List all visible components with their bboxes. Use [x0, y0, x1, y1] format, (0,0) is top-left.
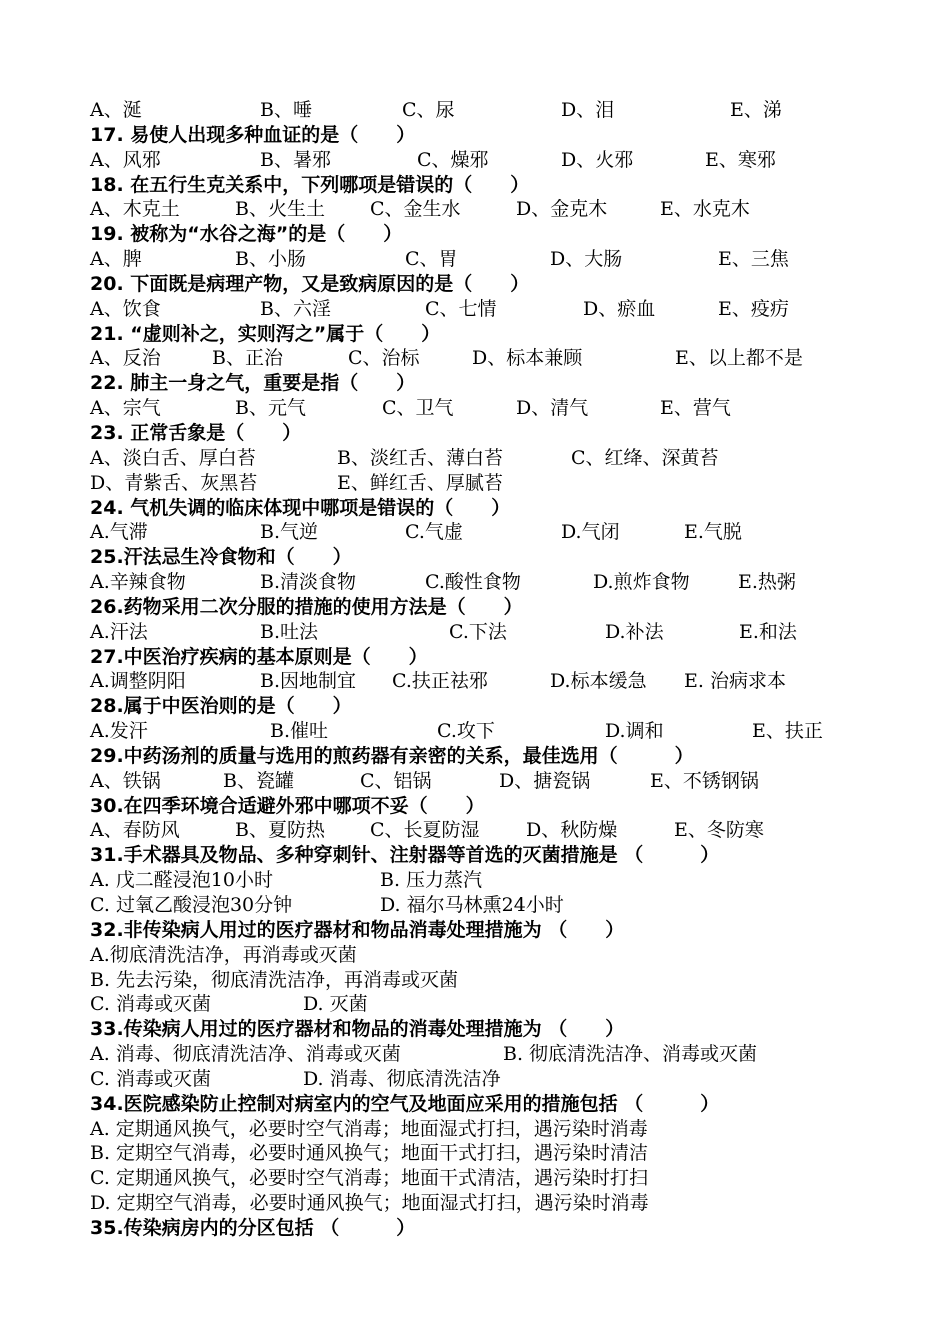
option-row — [90, 1166, 850, 1191]
question-stem: 33.传染病人用过的医疗器材和物品的消毒处理措施为 （ ） — [90, 1018, 625, 1041]
answer-option: B.气逆 — [260, 521, 319, 544]
answer-option: B、火生土 — [235, 198, 325, 221]
answer-option: D、泪 — [561, 99, 615, 121]
option-row — [90, 1067, 850, 1092]
option-row — [90, 247, 850, 272]
question-stem: 22. 肺主一身之气，重要是指（ ） — [90, 372, 416, 395]
option-row — [90, 197, 850, 222]
answer-option: C、金生水 — [370, 198, 461, 221]
answer-option: A、木克土 — [90, 198, 180, 221]
answer-option: A.汗法 — [90, 620, 148, 643]
option-row — [90, 992, 850, 1017]
answer-option: C. 消毒或灭菌 — [90, 1067, 211, 1090]
option-row — [90, 769, 850, 794]
option-row — [90, 968, 850, 993]
option-row — [90, 943, 850, 968]
option-row — [90, 669, 850, 694]
answer-option: C、卫气 — [382, 397, 454, 420]
answer-option: B. 先去污染，彻底清洗洁净，再消毒或灭菌 — [90, 968, 459, 991]
option-row — [90, 570, 850, 595]
question-stem: 32.非传染病人用过的医疗器材和物品消毒处理措施为 （ ） — [90, 918, 625, 941]
answer-option: D. 消毒、彻底清洗洁净 — [303, 1067, 501, 1090]
answer-option: D. 定期空气消毒，必要时通风换气；地面湿式打扫，遇污染时消毒 — [90, 1192, 649, 1215]
answer-option: C、治标 — [348, 347, 420, 370]
answer-option: C. 定期通风换气，必要时空气消毒；地面干式清洁，遇污染时打扫 — [90, 1167, 648, 1190]
question-stem: 17. 易使人出现多种血证的是（ ） — [90, 123, 416, 146]
answer-option: D、青紫舌、灰黑苔 — [90, 471, 258, 494]
answer-option: A.彻底清洗洁净，再消毒或灭菌 — [90, 943, 357, 966]
question-stem: 19. 被称为“水谷之海”的是（ ） — [90, 223, 403, 246]
answer-option: D.煎炸食物 — [593, 571, 690, 594]
answer-option: D.气闭 — [561, 521, 620, 544]
answer-option: E、涕 — [730, 99, 782, 121]
answer-option: E、不锈钢锅 — [650, 769, 759, 792]
answer-option: D.补法 — [605, 620, 664, 643]
option-row — [90, 818, 850, 843]
answer-option: C.气虚 — [405, 521, 463, 544]
answer-option: E、营气 — [660, 397, 731, 420]
answer-option: A、铁锅 — [90, 769, 161, 792]
answer-option: E. 治病求本 — [684, 670, 786, 693]
answer-option: D.调和 — [605, 720, 664, 743]
option-row — [90, 98, 850, 123]
answer-option: C、胃 — [405, 248, 458, 271]
answer-option: B、唾 — [260, 99, 312, 121]
answer-option: A.调整阴阳 — [90, 670, 186, 693]
answer-option: E、以上都不是 — [675, 347, 803, 370]
answer-option: B.吐法 — [260, 620, 319, 643]
answer-option: B.因地制宜 — [260, 670, 357, 693]
answer-option: C、长夏防湿 — [370, 819, 480, 842]
question-stem: 28.属于中医治则的是（ ） — [90, 695, 352, 718]
answer-option: B、夏防热 — [235, 819, 325, 842]
question-stem: 31.手术器具及物品、多种穿刺针、注射器等首选的灭菌措施是 （ ） — [90, 844, 720, 867]
answer-option: B.清淡食物 — [260, 571, 357, 594]
question-stem: 27.中医治疗疾病的基本原则是（ ） — [90, 645, 428, 668]
answer-option: A、饮食 — [90, 297, 161, 320]
question-stem: 23. 正常舌象是（ ） — [90, 421, 302, 444]
answer-option: A、涎 — [90, 99, 142, 121]
option-row — [90, 346, 850, 371]
answer-option: D. 灭菌 — [303, 993, 368, 1016]
question-stem: 26.药物采用二次分服的措施的使用方法是（ ） — [90, 595, 523, 618]
answer-option: B. 定期空气消毒，必要时通风换气；地面干式打扫，遇污染时清洁 — [90, 1142, 649, 1165]
answer-option: C.攻下 — [437, 720, 495, 743]
option-row — [90, 893, 850, 918]
answer-option: C、铝锅 — [360, 769, 432, 792]
answer-option: C. 过氧乙酸浸泡30分钟 — [90, 894, 293, 916]
answer-option: B.催吐 — [270, 720, 329, 743]
answer-option: C、燥邪 — [417, 148, 489, 171]
answer-option: A.发汗 — [90, 720, 148, 743]
option-row — [90, 1042, 850, 1067]
answer-option: E、鲜红舌、厚腻苔 — [337, 471, 503, 494]
option-row — [90, 396, 850, 421]
answer-option: B. 彻底清洗洁净、消毒或灭菌 — [503, 1043, 758, 1066]
question-stem: 25.汗法忌生冷食物和（ ） — [90, 546, 352, 569]
option-row — [90, 520, 850, 545]
answer-option: A、宗气 — [90, 397, 161, 420]
answer-option: A.辛辣食物 — [90, 571, 186, 594]
option-row — [90, 1141, 850, 1166]
answer-option: C.扶正祛邪 — [392, 670, 488, 693]
question-stem: 35.传染病房内的分区包括 （ ） — [90, 1216, 416, 1239]
option-row — [90, 620, 850, 645]
answer-option: E.气脱 — [684, 521, 742, 544]
answer-option: E、疫疠 — [718, 297, 789, 320]
answer-option: A、淡白舌、厚白苔 — [90, 446, 256, 469]
exam-page — [90, 98, 850, 1241]
answer-option: A、春防风 — [90, 819, 180, 842]
answer-option: E.热粥 — [738, 571, 796, 594]
answer-option: E、三焦 — [718, 248, 789, 271]
answer-option: D、大肠 — [550, 248, 623, 271]
option-row — [90, 148, 850, 173]
answer-option: E、冬防寒 — [674, 819, 764, 842]
answer-option: D、搪瓷锅 — [499, 769, 591, 792]
option-row — [90, 1117, 850, 1142]
option-row — [90, 297, 850, 322]
answer-option: B、小肠 — [235, 248, 306, 271]
answer-option: A.气滞 — [90, 521, 148, 544]
answer-option: A、脾 — [90, 248, 142, 271]
answer-option: D、清气 — [516, 397, 589, 420]
answer-option: A. 消毒、彻底清洗洁净、消毒或灭菌 — [90, 1043, 401, 1066]
answer-option: B、六淫 — [260, 297, 331, 320]
question-stem: 29.中药汤剂的质量与选用的煎药器有亲密的关系，最佳选用（ ） — [90, 744, 694, 767]
answer-option: B、淡红舌、薄白苔 — [337, 446, 503, 469]
answer-option: D、秋防燥 — [526, 819, 618, 842]
answer-option: A. 戊二醛浸泡10小时 — [90, 869, 273, 892]
option-row — [90, 471, 850, 496]
answer-option: B、瓷罐 — [223, 769, 294, 792]
option-row — [90, 1191, 850, 1216]
question-stem: 24. 气机失调的临床体现中哪项是错误的（ ） — [90, 496, 511, 519]
answer-option: B、暑邪 — [260, 148, 331, 171]
option-row — [90, 719, 850, 744]
answer-option: C. 消毒或灭菌 — [90, 993, 211, 1016]
question-stem: 30.在四季环境合适避外邪中哪项不妥（ ） — [90, 794, 485, 817]
answer-option: A、反治 — [90, 347, 161, 370]
answer-option: A、风邪 — [90, 148, 161, 171]
answer-option: C.酸性食物 — [425, 571, 521, 594]
answer-option: E、寒邪 — [705, 148, 776, 171]
answer-option: E、水克木 — [660, 198, 750, 221]
answer-option: C、尿 — [402, 99, 455, 121]
answer-option: D、标本兼顾 — [472, 347, 583, 370]
answer-option: D、火邪 — [561, 148, 634, 171]
answer-option: E.和法 — [739, 620, 797, 643]
question-stem: 21. “虚则补之，实则泻之”属于（ ） — [90, 322, 441, 345]
option-row — [90, 868, 850, 893]
answer-option: A. 定期通风换气，必要时空气消毒；地面湿式打扫，遇污染时消毒 — [90, 1117, 648, 1140]
option-row — [90, 446, 850, 471]
answer-option: D. 福尔马林熏24小时 — [380, 894, 564, 916]
answer-option: D、瘀血 — [583, 297, 656, 320]
answer-option: D、金克木 — [516, 198, 608, 221]
answer-option: B、正治 — [212, 347, 283, 370]
answer-option: B. 压力蒸汽 — [380, 869, 483, 892]
answer-option: D.标本缓急 — [550, 670, 647, 693]
question-stem: 20. 下面既是病理产物，又是致病原因的是（ ） — [90, 272, 530, 295]
answer-option: C.下法 — [449, 620, 507, 643]
question-stem: 18. 在五行生克关系中，下列哪项是错误的（ ） — [90, 173, 530, 196]
answer-option: E、扶正 — [752, 720, 823, 743]
question-stem: 34.医院感染防止控制对病室内的空气及地面应采用的措施包括 （ ） — [90, 1092, 720, 1115]
answer-option: C、七情 — [425, 297, 497, 320]
answer-option: C、红绛、深黄苔 — [571, 446, 719, 469]
answer-option: B、元气 — [235, 397, 306, 420]
